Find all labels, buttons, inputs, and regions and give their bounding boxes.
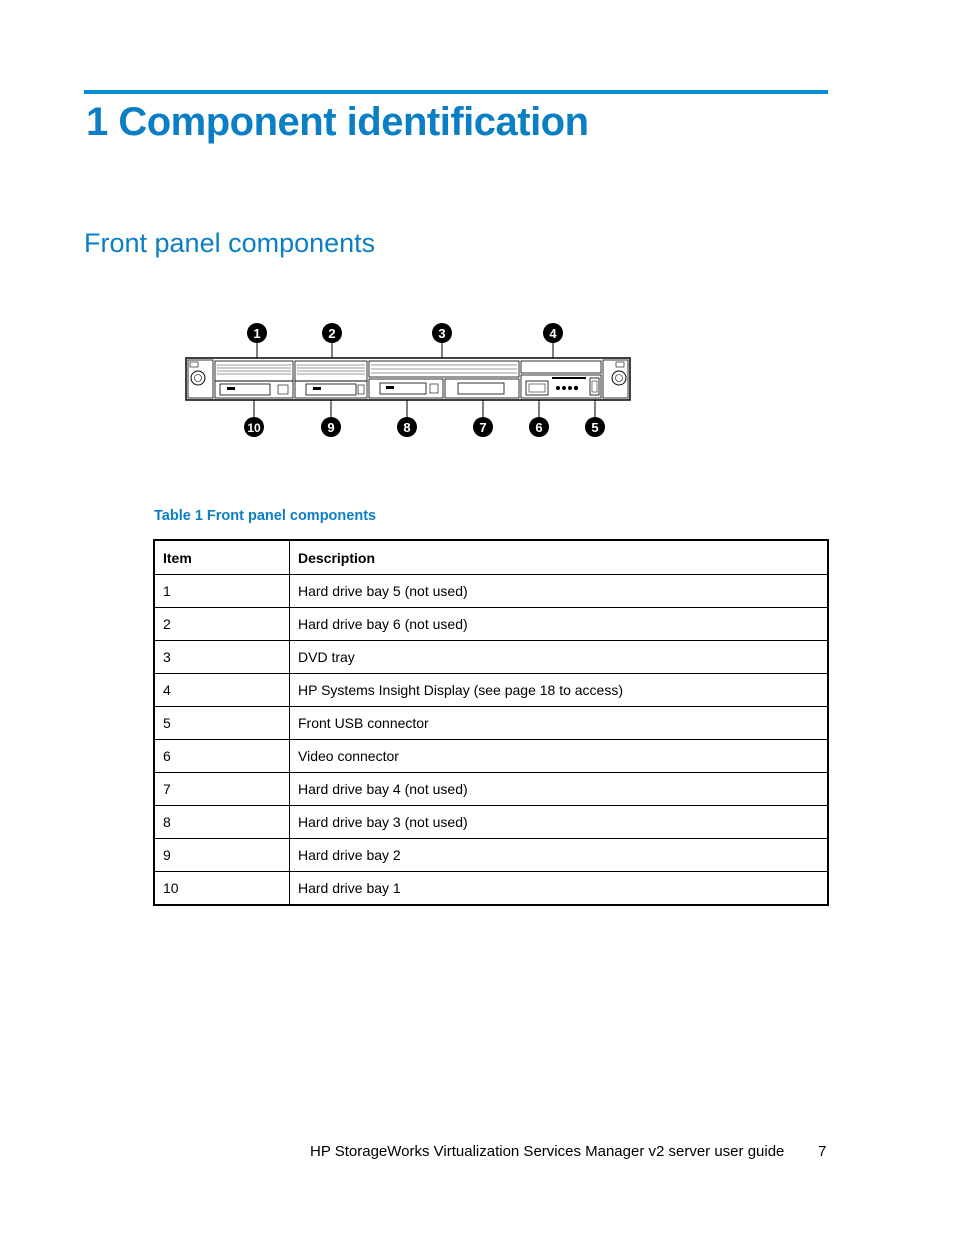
callout-1-label: 1 <box>253 326 261 341</box>
description-cell: Hard drive bay 1 <box>290 872 829 906</box>
table-row <box>154 839 828 872</box>
table-caption: Table 1 Front panel components <box>154 508 377 524</box>
item-cell: 9 <box>154 839 290 872</box>
item-cell: 5 <box>154 707 290 740</box>
item-cell: 4 <box>154 674 290 707</box>
chapter-title: 1 Component identification <box>86 100 589 144</box>
footer-guide-title: HP StorageWorks Virtualization Services Manager v2 server user guide <box>310 1143 785 1160</box>
table-row <box>154 641 828 674</box>
column-header-description: Description <box>290 540 829 575</box>
page-number: 7 <box>818 1143 827 1160</box>
description-cell: Video connector <box>290 740 829 773</box>
top-callouts <box>247 323 563 343</box>
description-cell: Hard drive bay 2 <box>290 839 829 872</box>
description-cell: DVD tray <box>290 641 829 674</box>
description-cell: Hard drive bay 6 (not used) <box>290 608 829 641</box>
item-cell: 6 <box>154 740 290 773</box>
table-row <box>154 608 828 641</box>
bottom-callouts <box>244 417 605 437</box>
callout-6-label: 6 <box>535 420 543 435</box>
description-cell: Hard drive bay 4 (not used) <box>290 773 829 806</box>
item-cell: 3 <box>154 641 290 674</box>
item-cell: 10 <box>154 872 290 906</box>
callout-5-label: 5 <box>591 420 599 435</box>
item-cell: 8 <box>154 806 290 839</box>
table-row <box>154 707 828 740</box>
description-cell: Front USB connector <box>290 707 829 740</box>
table-row <box>154 806 828 839</box>
table-row <box>154 872 828 906</box>
callout-8-label: 8 <box>403 420 411 435</box>
description-cell: Hard drive bay 5 (not used) <box>290 575 829 608</box>
front-panel-figure <box>180 318 650 446</box>
table-header-row <box>154 540 828 575</box>
item-cell: 2 <box>154 608 290 641</box>
description-cell: HP Systems Insight Display (see page 18 to access) <box>290 674 829 707</box>
front-panel-components-table <box>153 539 829 906</box>
callout-9-label: 9 <box>327 420 335 435</box>
column-header-item: Item <box>154 540 290 575</box>
table-row <box>154 773 828 806</box>
description-cell: Hard drive bay 3 (not used) <box>290 806 829 839</box>
table-row <box>154 674 828 707</box>
callout-7-label: 7 <box>479 420 487 435</box>
server-front-panel-illustration <box>180 318 650 446</box>
callout-2-label: 2 <box>328 326 336 341</box>
callout-10-label: 10 <box>247 421 261 435</box>
table-row <box>154 575 828 608</box>
callout-4-label: 4 <box>549 326 557 341</box>
chapter-rule <box>84 90 828 94</box>
table-row <box>154 740 828 773</box>
callout-3-label: 3 <box>438 326 446 341</box>
item-cell: 7 <box>154 773 290 806</box>
section-title: Front panel components <box>84 228 376 258</box>
item-cell: 1 <box>154 575 290 608</box>
